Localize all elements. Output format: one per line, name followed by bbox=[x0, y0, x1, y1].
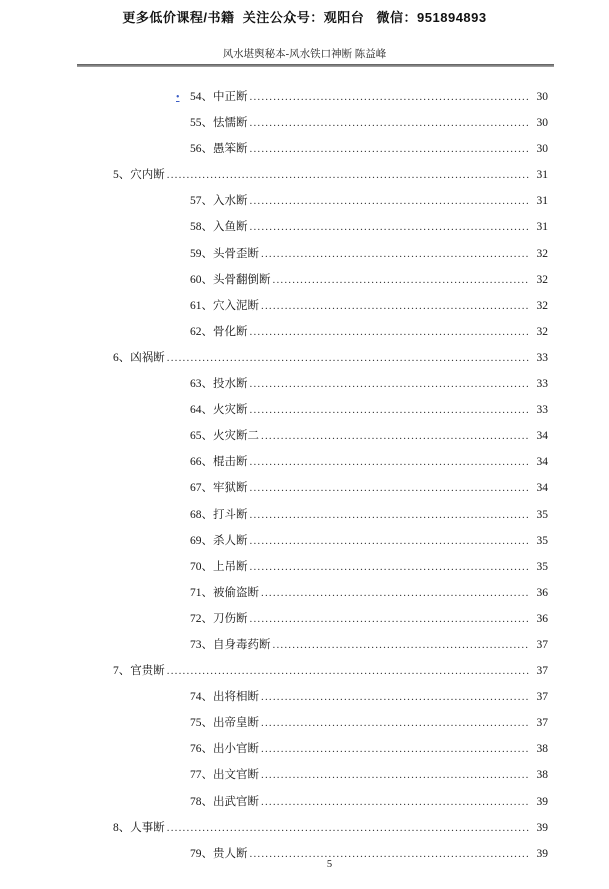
toc-entry[interactable] bbox=[77, 554, 554, 580]
toc-entry-page: 34 bbox=[536, 456, 548, 469]
toc-entry-page: 30 bbox=[536, 117, 548, 130]
toc-entry[interactable] bbox=[77, 606, 554, 632]
toc-entry-label: 7、官贵断 bbox=[113, 665, 165, 678]
toc-leader-dots bbox=[167, 815, 530, 841]
toc-entry-label: 63、投水断 bbox=[190, 378, 248, 391]
toc-entry[interactable] bbox=[77, 188, 554, 214]
toc-entry-label: 73、自身毒药断 bbox=[190, 638, 271, 651]
toc-entry[interactable] bbox=[77, 397, 554, 423]
toc-entry-page: 33 bbox=[536, 378, 548, 391]
toc-entry-page: 37 bbox=[536, 691, 548, 704]
toc-entry-page: 37 bbox=[536, 665, 548, 678]
toc-entry[interactable] bbox=[77, 423, 554, 449]
toc-entry-label: 79、贵人断 bbox=[190, 847, 248, 860]
toc-leader-dots bbox=[261, 789, 530, 815]
toc-entry-label: 68、打斗断 bbox=[190, 508, 248, 521]
cursor-bullet-marker: • bbox=[176, 92, 180, 103]
toc-leader-dots bbox=[250, 136, 531, 162]
toc-entry-page: 34 bbox=[536, 430, 548, 443]
toc-entry-label: 66、棍击断 bbox=[190, 456, 248, 469]
toc-leader-dots bbox=[250, 502, 531, 528]
toc-entry-label: 54、中正断 bbox=[190, 91, 248, 103]
toc-entry-page: 39 bbox=[536, 847, 548, 860]
toc-entry[interactable] bbox=[77, 84, 554, 110]
toc-leader-dots bbox=[250, 449, 531, 475]
toc-entry[interactable] bbox=[77, 110, 554, 136]
toc-leader-dots bbox=[250, 188, 531, 214]
toc-leader-dots bbox=[250, 110, 531, 136]
toc-entry-page: 39 bbox=[536, 795, 548, 808]
header-divider bbox=[77, 64, 554, 67]
toc-entry[interactable] bbox=[77, 162, 554, 188]
toc-entry-label: 59、头骨歪断 bbox=[190, 247, 259, 260]
toc-entry-label: 62、骨化断 bbox=[190, 325, 248, 338]
page-number: 5 bbox=[326, 859, 333, 870]
toc-entry-label: 72、刀伤断 bbox=[190, 612, 248, 625]
toc-entry[interactable] bbox=[77, 214, 554, 240]
toc-leader-dots bbox=[250, 214, 531, 240]
toc-entry-page: 36 bbox=[536, 612, 548, 625]
toc-entry-page: 32 bbox=[536, 273, 548, 286]
toc-entry-label: 74、出将相断 bbox=[190, 691, 259, 704]
table-of-contents bbox=[77, 84, 554, 867]
toc-entry-page: 31 bbox=[536, 221, 548, 234]
toc-leader-dots bbox=[250, 84, 531, 110]
toc-entry-label: 60、头骨翻倒断 bbox=[190, 273, 271, 286]
toc-entry-page: 34 bbox=[536, 482, 548, 495]
toc-entry-page: 31 bbox=[536, 195, 548, 208]
toc-leader-dots bbox=[250, 371, 531, 397]
toc-entry[interactable] bbox=[77, 267, 554, 293]
toc-entry-page: 35 bbox=[536, 508, 548, 521]
toc-entry-page: 33 bbox=[536, 351, 548, 364]
toc-entry[interactable] bbox=[77, 136, 554, 162]
toc-entry-label: 6、凶祸断 bbox=[113, 351, 165, 364]
toc-entry-page: 38 bbox=[536, 769, 548, 782]
toc-entry-page: 32 bbox=[536, 325, 548, 338]
toc-leader-dots bbox=[250, 475, 531, 501]
toc-entry-label: 57、入水断 bbox=[190, 195, 248, 208]
toc-leader-dots bbox=[261, 736, 530, 762]
toc-entry-page: 33 bbox=[536, 404, 548, 417]
toc-entry-page: 35 bbox=[536, 534, 548, 547]
toc-entry-label: 58、入鱼断 bbox=[190, 221, 248, 234]
toc-entry[interactable] bbox=[77, 580, 554, 606]
toc-entry[interactable] bbox=[77, 293, 554, 319]
toc-leader-dots bbox=[261, 293, 530, 319]
toc-leader-dots bbox=[273, 267, 531, 293]
toc-entry-label: 67、牢狱断 bbox=[190, 482, 248, 495]
toc-entry-label: 69、杀人断 bbox=[190, 534, 248, 547]
toc-entry[interactable] bbox=[77, 658, 554, 684]
toc-leader-dots bbox=[250, 528, 531, 554]
toc-entry-page: 32 bbox=[536, 247, 548, 260]
promo-header: 更多低价课程/书籍 关注公众号：观阳台 微信：951894893 bbox=[122, 10, 487, 25]
toc-leader-dots bbox=[167, 162, 530, 188]
toc-entry[interactable] bbox=[77, 449, 554, 475]
toc-entry[interactable] bbox=[77, 632, 554, 658]
toc-entry[interactable] bbox=[77, 371, 554, 397]
toc-entry[interactable] bbox=[77, 502, 554, 528]
toc-entry-label: 65、火灾断二 bbox=[190, 430, 259, 443]
book-title-header: 风水堪舆秘本-风水铁口神断 陈益峰 bbox=[222, 49, 387, 60]
toc-entry[interactable] bbox=[77, 736, 554, 762]
toc-entry-page: 39 bbox=[536, 821, 548, 834]
toc-entry[interactable] bbox=[77, 815, 554, 841]
toc-leader-dots bbox=[261, 710, 530, 736]
toc-entry-label: 76、出小官断 bbox=[190, 743, 259, 756]
toc-entry-label: 56、愚笨断 bbox=[190, 143, 248, 156]
toc-entry[interactable] bbox=[77, 710, 554, 736]
toc-entry-page: 37 bbox=[536, 717, 548, 730]
toc-leader-dots bbox=[261, 684, 530, 710]
toc-entry[interactable] bbox=[77, 345, 554, 371]
toc-entry-label: 8、人事断 bbox=[113, 821, 165, 834]
toc-entry[interactable] bbox=[77, 475, 554, 501]
toc-entry-label: 61、穴入泥断 bbox=[190, 299, 259, 312]
toc-leader-dots bbox=[167, 345, 530, 371]
toc-entry-label: 75、出帝皇断 bbox=[190, 717, 259, 730]
toc-leader-dots bbox=[167, 658, 530, 684]
toc-entry[interactable] bbox=[77, 789, 554, 815]
toc-leader-dots bbox=[261, 423, 530, 449]
toc-entry-label: 55、怯懦断 bbox=[190, 117, 248, 130]
toc-entry-page: 30 bbox=[536, 143, 548, 156]
toc-entry-page: 32 bbox=[536, 299, 548, 312]
toc-leader-dots bbox=[261, 762, 530, 788]
toc-entry-page: 38 bbox=[536, 743, 548, 756]
toc-entry-page: 35 bbox=[536, 560, 548, 573]
toc-entry-page: 31 bbox=[536, 169, 548, 182]
toc-entry-label: 71、被偷盗断 bbox=[190, 586, 259, 599]
toc-leader-dots bbox=[261, 241, 530, 267]
toc-leader-dots bbox=[273, 632, 531, 658]
toc-entry[interactable] bbox=[77, 241, 554, 267]
toc-entry-label: 5、穴内断 bbox=[113, 169, 165, 182]
toc-entry-label: 70、上吊断 bbox=[190, 560, 248, 573]
toc-leader-dots bbox=[261, 580, 530, 606]
toc-entry[interactable] bbox=[77, 528, 554, 554]
toc-leader-dots bbox=[250, 319, 531, 345]
toc-entry[interactable] bbox=[77, 762, 554, 788]
toc-entry-label: 78、出武官断 bbox=[190, 795, 259, 808]
toc-entry-page: 36 bbox=[536, 586, 548, 599]
toc-leader-dots bbox=[250, 554, 531, 580]
toc-entry-page: 37 bbox=[536, 638, 548, 651]
toc-entry-label: 64、火灾断 bbox=[190, 404, 248, 417]
toc-entry[interactable] bbox=[77, 684, 554, 710]
toc-entry-label: 77、出文官断 bbox=[190, 769, 259, 782]
toc-leader-dots bbox=[250, 606, 531, 632]
toc-entry-page: 30 bbox=[536, 91, 548, 103]
toc-entry[interactable] bbox=[77, 319, 554, 345]
toc-leader-dots bbox=[250, 397, 531, 423]
